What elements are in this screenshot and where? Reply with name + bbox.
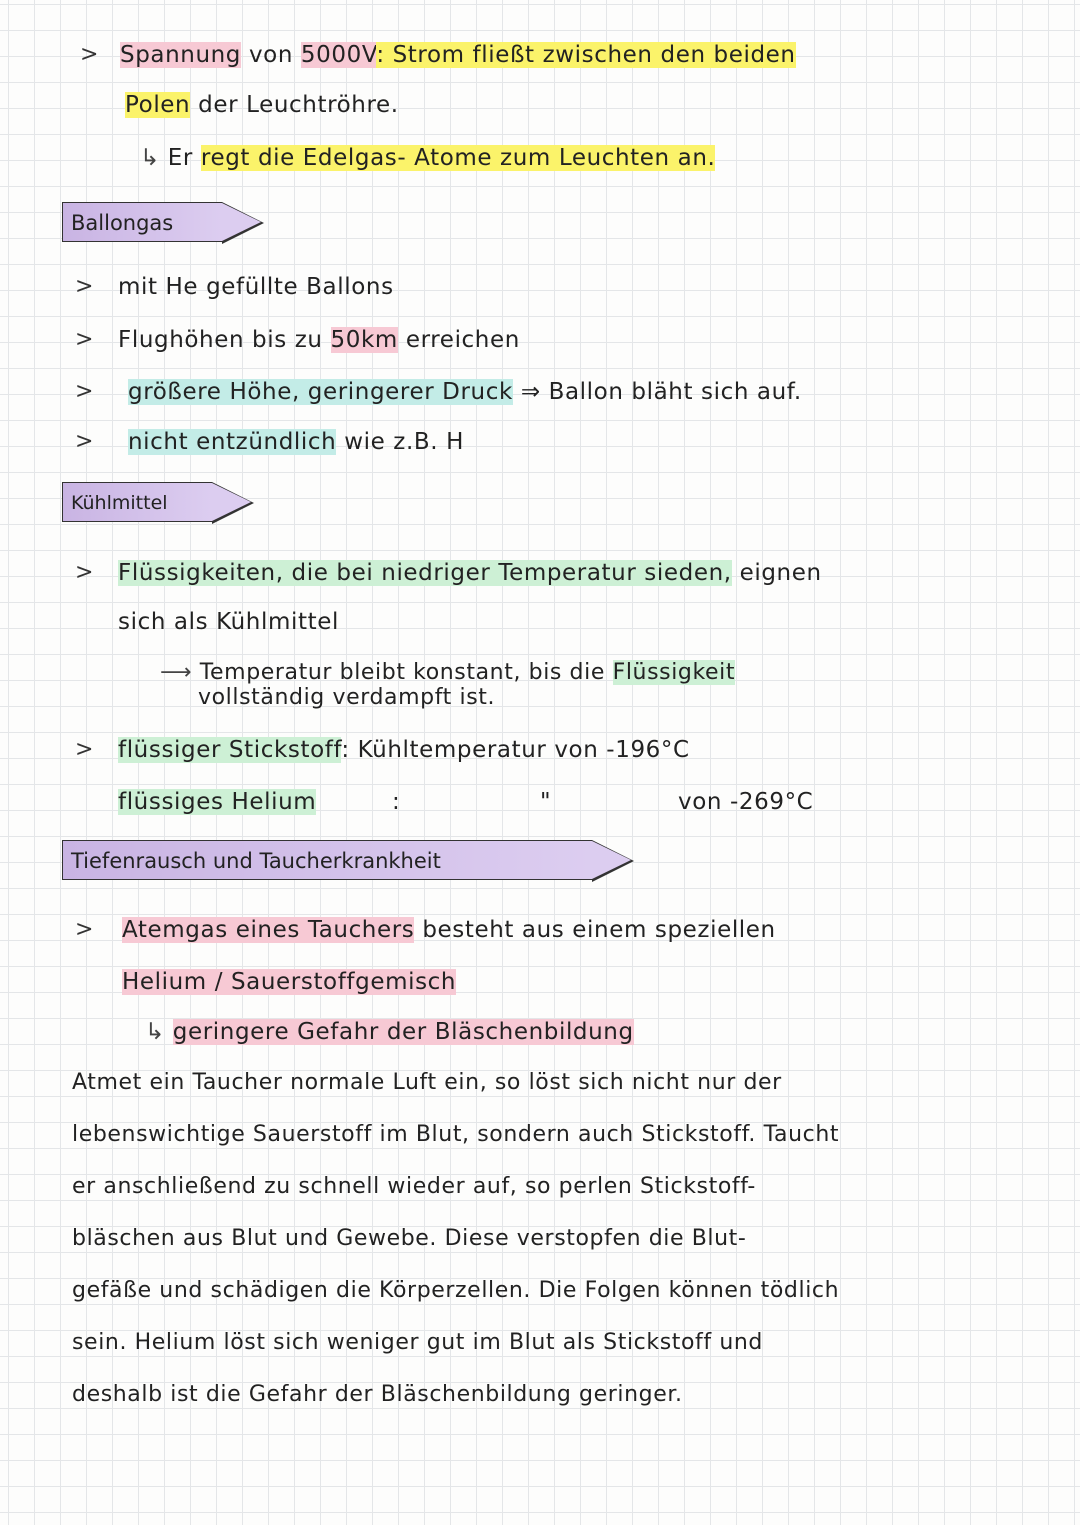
heading-text: Tiefenrausch und Taucherkrankheit <box>71 849 441 873</box>
bullet-symbol: > <box>75 917 94 942</box>
bullet-symbol: > <box>75 429 94 454</box>
paragraph-line: bläschen aus Blut und Gewebe. Diese verstopfen die Blut- <box>72 1226 747 1251</box>
highlight-voltage: 5000V <box>300 42 377 68</box>
text: erreichen <box>405 327 520 353</box>
highlight-strom: : Strom fließt zwischen den beiden <box>376 42 796 68</box>
highlight-excite: regt die Edelgas- Atome zum Leuchten an. <box>200 145 716 171</box>
ballon-bullet-2 <box>118 325 520 355</box>
ballon-bullet-4 <box>128 427 464 457</box>
ballon-bullet-3 <box>128 377 802 407</box>
bullet-symbol: > <box>75 737 94 762</box>
helium-temp: von -269°C <box>678 789 814 815</box>
heading-tiefenrausch <box>62 840 592 880</box>
tief-sub-1 <box>145 1017 634 1047</box>
text: wie z.B. H <box>344 429 464 455</box>
voltage-line <box>120 40 796 70</box>
ballon-bullet-1 <box>118 272 394 302</box>
heading-text: Ballongas <box>71 211 174 235</box>
kuehl-bullet-1-cont <box>118 607 339 637</box>
text: Leuchtröhre. <box>246 92 399 118</box>
kuehl-bullet-1 <box>118 558 822 588</box>
kuehl-bullet-3 <box>118 787 316 817</box>
tief-bullet-1-cont <box>122 967 456 997</box>
highlight-fluessigkeit: Flüssigkeit <box>612 660 736 685</box>
implies-icon: ⇒ <box>520 379 541 405</box>
bullet-symbol: > <box>75 379 94 404</box>
text: Flughöhen bis zu <box>118 327 323 353</box>
paragraph-line: sein. Helium löst sich weniger gut im Blut als Stickstoff und <box>72 1330 763 1355</box>
paragraph-line: Atmet ein Taucher normale Luft ein, so löst sich nicht nur der <box>72 1070 782 1095</box>
text: sich als Kühlmittel <box>118 609 339 635</box>
bullet-symbol: > <box>75 274 94 299</box>
heading-text: Kühlmittel <box>71 492 168 514</box>
bullet-symbol: > <box>80 42 99 67</box>
highlight-helium: flüssiges Helium <box>118 789 317 815</box>
text: Er <box>167 145 193 171</box>
heading-ballongas <box>62 202 222 242</box>
highlight-nonflammable: nicht entzündlich <box>128 429 337 455</box>
highlight-50km: 50km <box>330 327 398 353</box>
highlight-spannung: Spannung <box>120 42 242 68</box>
bullet-symbol: > <box>75 560 94 585</box>
hook-arrow-icon: ↳ <box>145 1019 165 1045</box>
highlight-polen: Polen <box>125 92 191 118</box>
text: eignen <box>739 560 822 586</box>
tief-bullet-1 <box>122 915 776 945</box>
heading-kuehlmittel <box>62 482 212 522</box>
explanation-paragraph <box>72 1057 1057 1421</box>
paragraph-line: gefäße und schädigen die Körperzellen. Die Folgen können tödlich <box>72 1278 840 1303</box>
paragraph-line: lebenswichtige Sauerstoff im Blut, sondern auch Stickstoff. Taucht <box>72 1122 840 1147</box>
highlight-bubbles: geringere Gefahr der Bläschenbildung <box>172 1019 634 1045</box>
text: Ballon bläht sich auf. <box>548 379 802 405</box>
highlight-nitrogen: flüssiger Stickstoff <box>118 737 342 763</box>
text: mit He gefüllte Ballons <box>118 274 394 300</box>
hook-arrow-icon: ↳ <box>140 145 160 171</box>
text: : Kühltemperatur von -196°C <box>341 737 690 763</box>
text: von <box>248 42 293 68</box>
arrow-right-icon: ⟶ <box>160 660 193 685</box>
kuehl-bullet-2 <box>118 735 690 765</box>
colon: : <box>392 789 401 815</box>
highlight-atemgas: Atemgas eines Tauchers <box>122 917 415 943</box>
text: vollständig verdampft ist. <box>198 685 496 710</box>
kuehl-sub-1-cont <box>198 683 495 713</box>
paragraph-line: deshalb ist die Gefahr der Bläschenbildung geringer. <box>72 1382 683 1407</box>
bullet-symbol: > <box>75 327 94 352</box>
excite-line <box>140 143 715 173</box>
text: besteht aus einem speziellen <box>422 917 776 943</box>
ditto-mark: " <box>540 789 552 815</box>
text: Temperatur bleibt konstant, bis die <box>199 660 605 685</box>
poles-line <box>125 90 399 120</box>
highlight-gasmix: Helium / Sauerstoffgemisch <box>122 969 457 995</box>
text: der <box>198 92 239 118</box>
highlight-pressure: größere Höhe, geringerer Druck <box>128 379 513 405</box>
highlight-boiling: Flüssigkeiten, die bei niedriger Temperatur sieden, <box>118 560 732 586</box>
paragraph-line: er anschließend zu schnell wieder auf, so perlen Stickstoff- <box>72 1174 756 1199</box>
